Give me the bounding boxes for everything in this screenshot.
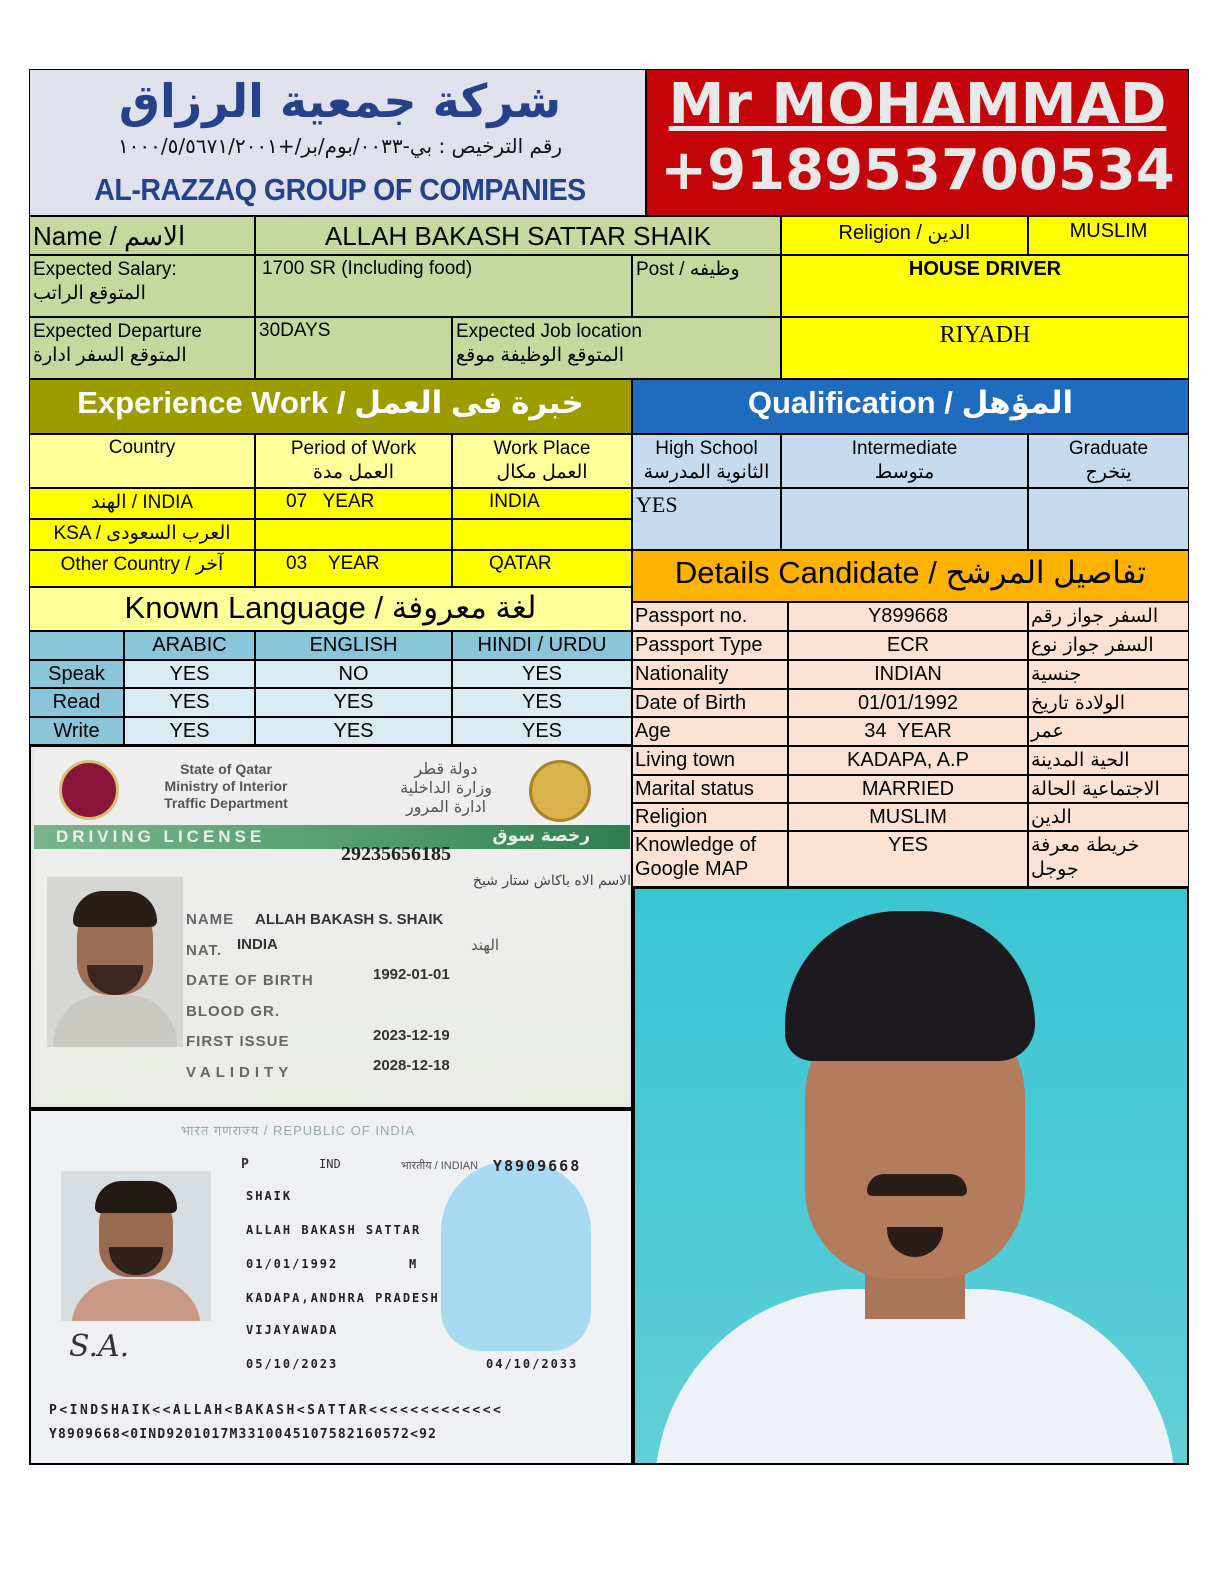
lang-cell: YES [255, 688, 452, 717]
candidate-value: KADAPA, A.P [788, 746, 1028, 775]
passport-sex: M [409, 1257, 417, 1271]
experience-title: Experience Work / خبرة فى العمل [29, 379, 632, 434]
license-banner-ar: رخصة سوق [492, 826, 590, 846]
lang-header-arabic: ARABIC [124, 631, 255, 660]
passport-surname: SHAIK [246, 1189, 293, 1203]
candidate-ar: السفر جواز نوع [1028, 631, 1189, 660]
exp-header-place [452, 434, 632, 488]
salary-value: 1700 SR (Including food) [255, 255, 632, 317]
passport-date-of-expiry: 04/10/2033 [486, 1357, 579, 1371]
license-holder-name: ALLAH BAKASH S. SHAIK [255, 911, 444, 928]
label-name: NAME [186, 911, 235, 928]
lang-header-english: ENGLISH [255, 631, 452, 660]
religion-value: MUSLIM [1028, 216, 1189, 255]
departure-label-ar: المتوقع السفر ادارة [33, 345, 187, 366]
candidate-en: Passport Type [632, 631, 788, 660]
exp-header-country: Country [29, 434, 255, 488]
license-name-ar: الاسم الاه باكاش ستار شيخ [472, 873, 631, 889]
exp-row-period [255, 519, 452, 550]
candidate-en: Knowledge of Google MAP [632, 831, 788, 887]
label-issue: FIRST ISSUE [186, 1033, 290, 1050]
qual-value-highschool: YES [632, 488, 781, 550]
exp-row-place: QATAR [452, 550, 632, 587]
qual-value-graduate [1028, 488, 1189, 550]
passport-number: Y8909668 [493, 1157, 582, 1175]
salary-label-en: Expected Salary: [33, 259, 177, 280]
candidate-en: Living town [632, 746, 788, 775]
license-nat: INDIA [237, 936, 278, 953]
company-logo [29, 69, 646, 216]
candidate-ar: الدين [1028, 803, 1189, 831]
name-value: ALLAH BAKASH SATTAR SHAIK [255, 216, 781, 255]
passport-given-names: ALLAH BAKASH SATTAR [246, 1223, 422, 1237]
candidate-ar: الولادة تاريخ [1028, 689, 1189, 717]
candidate-en: Passport no. [632, 602, 788, 631]
exp-row-country: الهند / INDIA [29, 488, 255, 519]
qual-header-graduate-en: Graduate [1068, 438, 1149, 459]
passport-type: P [241, 1157, 249, 1172]
departure-label [29, 317, 255, 379]
license-photo [47, 877, 183, 1047]
lang-cell: YES [452, 717, 632, 745]
candidate-value: 01/01/1992 [788, 689, 1028, 717]
candidate-value: 34 YEAR [788, 717, 1028, 746]
company-name-english: AL-RAZZAQ GROUP OF COMPANIES [94, 172, 586, 207]
license-first-issue: 2023-12-19 [373, 1027, 450, 1044]
candidate-en: Nationality [632, 660, 788, 689]
post-value: HOUSE DRIVER [781, 255, 1189, 317]
driving-license-image [29, 745, 633, 1109]
exp-header-period [255, 434, 452, 488]
qual-header-graduate-ar: يتخرج [1085, 462, 1132, 483]
passport-dob: 01/01/1992 [246, 1257, 339, 1271]
lang-row-label: Read [29, 688, 124, 717]
lang-cell: YES [452, 688, 632, 717]
candidate-value: MARRIED [788, 775, 1028, 803]
label-dob: DATE OF BIRTH [186, 972, 314, 989]
license-nat-ar: الهند [471, 936, 500, 954]
exp-header-place-en: Work Place [493, 438, 591, 459]
candidate-value: INDIAN [788, 660, 1028, 689]
candidate-en: Date of Birth [632, 689, 788, 717]
qual-header-graduate [1028, 434, 1189, 488]
qual-header-intermediate-ar: متوسط [874, 462, 935, 483]
candidate-title: Details Candidate / تفاصيل المرشح [632, 550, 1189, 602]
label-blood: BLOOD GR. [186, 1002, 280, 1020]
language-title: Known Language / لغة معروفة [29, 587, 632, 631]
license-banner-text: DRIVING LICENSE [56, 827, 266, 846]
candidate-value: YES [788, 831, 1028, 887]
passport-mrz-line2: Y8909668<0IND9201017M3310045107582160572<92 [49, 1427, 438, 1442]
location-label-en: Expected Job location [456, 321, 642, 342]
candidate-en: Marital status [632, 775, 788, 803]
exp-header-period-en: Period of Work [290, 438, 417, 459]
candidate-value: ECR [788, 631, 1028, 660]
portrait-moustache [867, 1174, 967, 1196]
ministry-emblem-icon [529, 760, 591, 822]
lang-cell: YES [452, 660, 632, 688]
lang-cell: YES [255, 717, 452, 745]
candidate-ar: الحية المدينة [1028, 746, 1189, 775]
candidate-ar: عمر [1028, 717, 1189, 746]
departure-value: 30DAYS [255, 317, 452, 379]
license-department-ar: ادارة المرور [405, 797, 487, 816]
location-label [452, 317, 781, 379]
departure-label-en: Expected Departure [33, 321, 202, 342]
license-state-ar: دولة قطر [414, 759, 478, 778]
license-dob: 1992-01-01 [373, 966, 450, 983]
lang-row-label: Write [29, 717, 124, 745]
qual-header-highschool-ar: الثانوية المدرسة [643, 462, 770, 483]
passport-mrz-line1: P<INDSHAIK<<ALLAH<BAKASH<SATTAR<<<<<<<<<<<<< [49, 1403, 504, 1418]
license-ministry: Ministry of Interior [164, 778, 288, 794]
passport-place-of-birth: KADAPA,ANDHRA PRADESH [246, 1291, 440, 1305]
company-name-arabic: شركة جمعية الرزاق [118, 74, 562, 128]
location-value: RIYADH [781, 317, 1189, 379]
qual-header-intermediate-en: Intermediate [851, 438, 958, 459]
license-validity: 2028-12-18 [373, 1057, 450, 1074]
passport-code: IND [319, 1157, 341, 1171]
candidate-en: Age [632, 717, 788, 746]
license-state: State of Qatar [180, 761, 272, 777]
lang-header-hindi: HINDI / URDU [452, 631, 632, 660]
label-nat: NAT. [186, 941, 223, 959]
lang-cell: NO [255, 660, 452, 688]
passport-date-of-issue: 05/10/2023 [246, 1357, 339, 1371]
location-label-ar: المتوقع الوظيفة موقع [456, 345, 625, 366]
lang-cell: YES [124, 660, 255, 688]
exp-row-country: Other Country / آخر [29, 550, 255, 587]
candidate-ar: خريطة معرفة جوجل [1028, 831, 1189, 887]
candidate-ar: الاجتماعية الحالة [1028, 775, 1189, 803]
salary-label-ar: المتوقع الراتب [33, 283, 146, 304]
qual-header-highschool [632, 434, 781, 488]
religion-label: Religion / الدين [781, 216, 1028, 255]
license-department: Traffic Department [164, 795, 288, 811]
candidate-portrait [633, 887, 1189, 1465]
contact-phone: +918953700534 [660, 138, 1175, 203]
candidate-value: Y899668 [788, 602, 1028, 631]
label-validity: VALIDITY [186, 1063, 294, 1081]
exp-row-place: INDIA [452, 488, 632, 519]
passport-signature: S.A. [69, 1329, 130, 1364]
candidate-ar: السفر جواز رقم [1028, 602, 1189, 631]
exp-row-period: 03 YEAR [255, 550, 452, 587]
lang-header-blank [29, 631, 124, 660]
exp-row-period: 07 YEAR [255, 488, 452, 519]
contact-name: Mr MOHAMMAD [668, 72, 1167, 137]
passport-place-of-issue: VIJAYAWADA [246, 1323, 339, 1337]
candidate-en: Religion [632, 803, 788, 831]
exp-row-country: KSA / العرب السعودى [29, 519, 255, 550]
passport-ghost-photo [441, 1161, 591, 1351]
post-label: Post / وظيفه [632, 255, 781, 317]
passport-header: भारत गणराज्य / REPUBLIC OF INDIA [181, 1123, 416, 1138]
salary-label [29, 255, 255, 317]
exp-header-place-ar: العمل مكال [496, 462, 588, 483]
candidate-ar: جنسية [1028, 660, 1189, 689]
license-number: رقم الترخيص : بي-٠٠٣٣/بوم/بر/+١٠٠٠/٥/٥٦٧١/٢٠٠١ [117, 134, 563, 158]
lang-cell: YES [124, 717, 255, 745]
qual-value-intermediate [781, 488, 1028, 550]
lang-row-label: Speak [29, 660, 124, 688]
exp-row-place [452, 519, 632, 550]
qatar-emblem-icon [59, 760, 119, 820]
qualification-title: Qualification / المؤهل [632, 379, 1189, 434]
passport-photo [61, 1171, 211, 1321]
passport-nationality: भारतीय / INDIAN [401, 1160, 479, 1172]
qual-header-intermediate [781, 434, 1028, 488]
license-ministry-ar: وزارة الداخلية [400, 778, 492, 797]
candidate-value: MUSLIM [788, 803, 1028, 831]
license-banner [34, 825, 630, 849]
qual-header-highschool-en: High School [655, 438, 758, 459]
exp-header-period-ar: العمل مدة [313, 462, 394, 483]
lang-cell: YES [124, 688, 255, 717]
name-label: Name / الاسم [29, 216, 255, 255]
passport-image [29, 1109, 633, 1465]
contact-box [646, 69, 1189, 216]
license-number: 29235656185 [341, 843, 451, 865]
